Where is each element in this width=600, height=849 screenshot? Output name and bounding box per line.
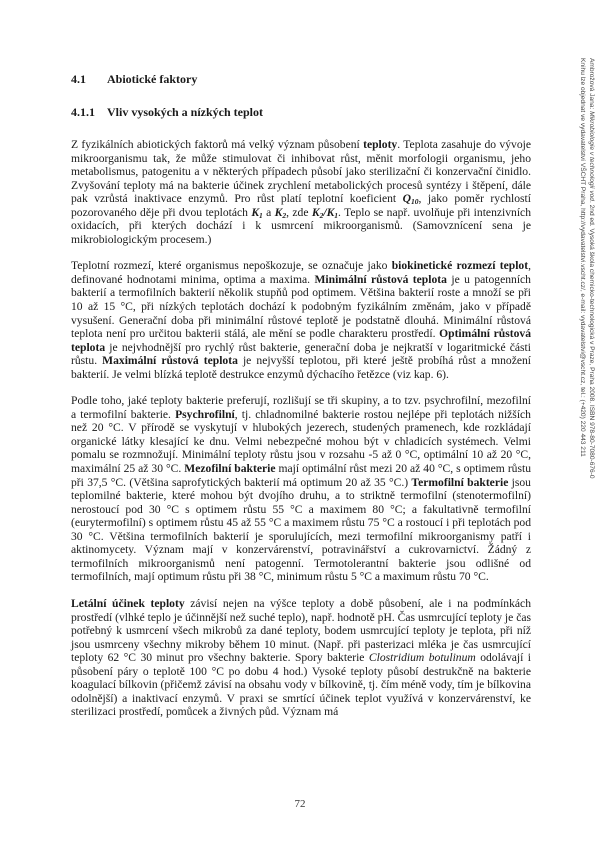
text: , jako poměr rychlostí pozorovaného děje při dvou teplotách [71, 192, 531, 219]
section-number: 4.1 [71, 72, 86, 86]
citation-line: Ambrožová Jana: Mikrobiologie v technologii vod. 2nd ed. Vysoká škola chemicko-technologická v Praze, Praha 2008. ISBN 978-80-7080-676-0 [588, 58, 595, 479]
bold-term: Maximální růstová teplota [102, 354, 238, 368]
section-title: Abiotické faktory [107, 72, 198, 86]
bold-term: Psychrofilní [175, 407, 235, 421]
text: , definované hodnotami minima, optima a maxima. [71, 259, 531, 286]
paragraph-bacteria-groups [71, 394, 531, 584]
text: je u patogenních bakterií a termofilních bakterií několik stupňů pod optimem. Většina bakterií roste a množí se při 10 až 15 °C, při nízkých teplotách dochází k podobným fyzikálním změnám, jako v případě vysušení. Generační doba při minimální růstové teplotě je podstatně dlouhá. Minimální růstová teplota není pro určitou bakterii stálá, ale mění se podle charakteru prostředí. [71, 272, 531, 341]
bold-term: teploty [363, 138, 398, 151]
text: , tj. chladnomilné bakterie rostou nejlépe při teplotách nižších než 20 °C. V přírodě se vyskytují v hlubokých jezerech, studených pramenech, kde rozkládají organické látky klesající ke dnu. Velmi nebezpečné mohou být v chladicích systémech. Velmi pomalu se rozmnožují. Minimální teploty růstu jsou v rozsahu -5 až 0 °C, optimální 10 až 20 °C, maximální 25 až 30 °C. [71, 407, 531, 476]
bold-term: Minimální růstová teplota [314, 272, 447, 286]
page-number: 72 [294, 798, 306, 810]
text: jsou teplomilné bakterie, které mohou být dvojího druhu, a to striktně termofilní (stenotermofilní) nerostoucí pod 30 °C s optimem růstu 55 °C a maximem 80 °C; a fakultativně termofilní (eurytermofilní) s optimem růstu 45 až 55 °C a maximem růstu 75 °C a rostoucí i při teplotách pod 30 °C. Většina termofilních bakterií je sporulujících, mezi termofilní mikroorganismy patří i aktinomycety. Význam mají v konzervárenství, potravinářství a cukrovarnictví. Žádný z termofilních mikroorganismů není patogenní. Termotolerantní bakterie jsou odlišné od termofilních, mají optimum růstu při 38 °C, minimum růstu 5 °C a maximum růstu 70 °C. [71, 475, 531, 584]
bold-term: biokinetické rozmezí teplot [391, 259, 529, 273]
section-heading [71, 72, 531, 86]
text: je nejvyšší teplotou, při které ještě probíhá růst a množení bakterií. Je velmi blízká teplotě destrukce enzymů dýchacího řetězce (viz kap. 6). [71, 354, 532, 381]
side-citation-note [578, 58, 596, 479]
paragraph-biokinetic-range [71, 259, 531, 381]
subsection-number: 4.1.1 [71, 105, 95, 119]
text: . Teplota zasahuje do vývoje mikroorganismu tak, že může stimulovat či inhibovat růst, měnit morfologii organismu, jeho metabolismus, patogenitu a v některých případech působí jako sterilizační či konzervační činidlo. Zvyšování teploty má na bakterie účinek zrychlení metabolických procesů syntézy i štěpení, dále pak vzrůstá inaktivace enzymů. Pro růst platí teplotní koeficient [71, 138, 531, 206]
k-ratio-symbol: $K_2/K_1$ [311, 205, 339, 220]
italic-species-name: Clostridium botulinum [368, 651, 476, 665]
text: mají optimální růst mezi 20 až 40 °C, s optimem růstu při 37,5 °C. (Většina saprofytických bakterií má optimum 20 až 35 °C.) [71, 462, 532, 489]
text: , zde [286, 205, 312, 219]
bold-term: Mezofilní bakterie [184, 462, 276, 476]
k1-symbol: $K_1$ [251, 205, 263, 220]
text: závisí nejen na výšce teploty a době působení, ale i na podmínkách prostředí (vlhké teplo je účinnější než suché teplo), např. hodnotě pH. Čas usmrcující teploty je čas potřebný k usmrcení všech mikrobů za dané teploty, bodem usmrcující teploty je teplota, při níž jsou usmrceny všechny mikroby během 10 minut. (Např. při pasterizaci mléka je čas usmrcující teploty 62 °C 30 minut pro všechny bakterie. Spory bakterie [71, 596, 531, 665]
subsection-heading [71, 105, 531, 119]
text: Podle toho, jaké teploty bakterie preferují, rozlišují se tři skupiny, a to tzv. psychrofilní, mezofilní a termofilní bakterie. [71, 394, 531, 421]
text: . Teplo se např. uvolňuje při intenzivních oxidacích, při kterých dochází i k usmrcení mikroorganismů. (Samovznícení sena je mikrobiologickým procesem.) [71, 205, 531, 246]
k2-symbol: $K_2$ [274, 205, 287, 220]
text: Teplotní rozmezí, které organismus nepoškozuje, se označuje jako [71, 259, 392, 273]
paragraph-lethal-effect [71, 597, 531, 719]
paragraph-temperature-intro [71, 138, 531, 246]
text: Z fyzikálních abiotických faktorů má velký význam působení [71, 138, 364, 151]
bold-term: Optimální růstová teplota [71, 327, 531, 354]
order-info-line: Knihu lze objednat ve vydavatelství VŠCHT Praha, http://vydavatelstvi.vscht.cz/, e-mail: vydavatelstvi@vscht.cz, tel.: (+420) 220 443 211 [579, 58, 586, 457]
bold-term: Termofilní bakterie [411, 475, 509, 489]
page-content [71, 72, 531, 732]
text: a [262, 205, 275, 219]
q10-symbol: $Q_{10}$ [402, 192, 419, 207]
text: je nejvhodnější pro rychlý růst bakterie, generační doba je nejkratší v logaritmické části růstu. [71, 340, 531, 368]
subsection-title: Vliv vysokých a nízkých teplot [107, 105, 264, 119]
text: odolávají i působení páry o teplotě 100 °C po dobu 4 hod.) Vysoké teploty působí destrukčně na bakterie koagulací bílkovin (přičemž závisí na obsahu vody v bílkovině, tj. čím méně vody, tím je bílkovina odolnější) a inaktivací enzymů. V praxi se smrtící účinek teplot využívá v konzervárenství, ke sterilizaci prostředí, pomůcek a živných půd. Význam má [71, 651, 532, 719]
bold-term: Letální účinek teploty [71, 596, 185, 610]
